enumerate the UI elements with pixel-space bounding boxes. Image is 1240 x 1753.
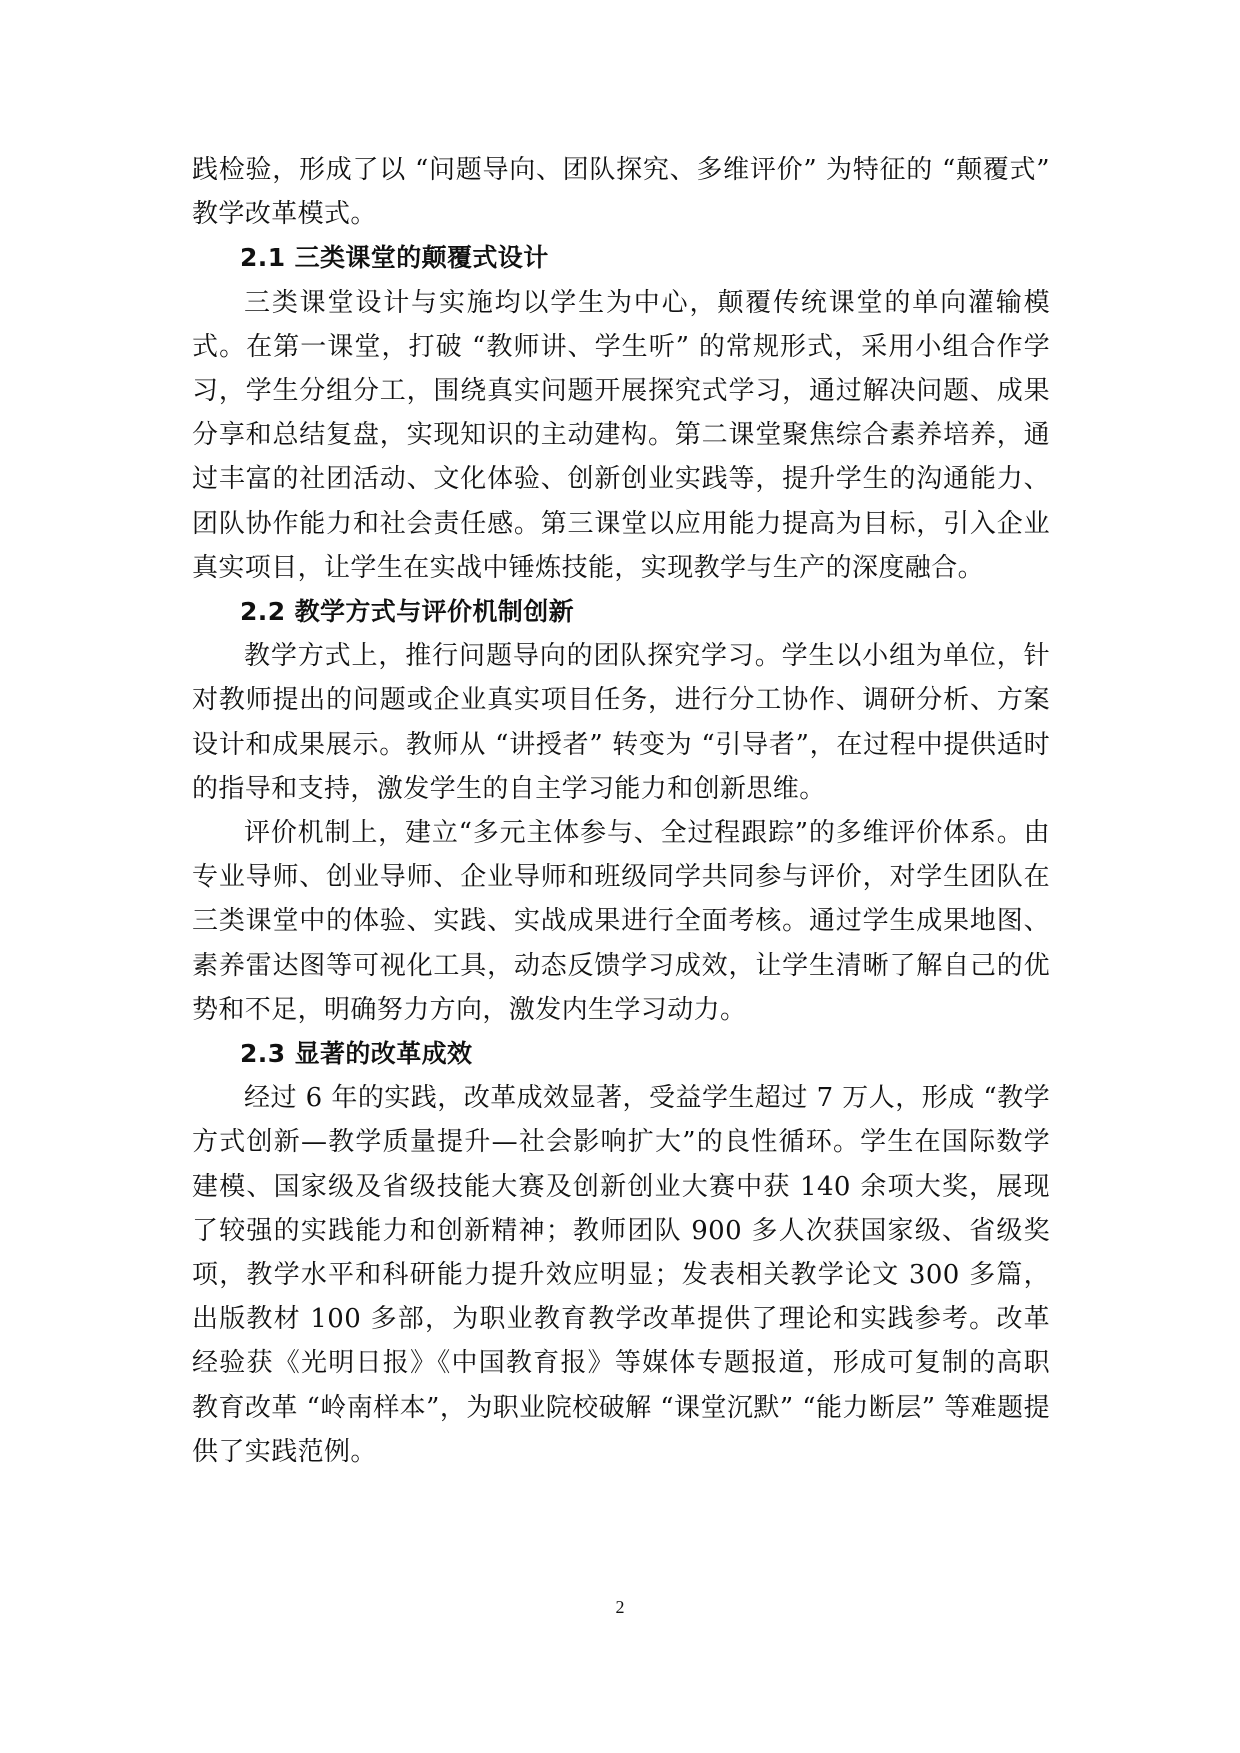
section-heading-2-1: 2.1 三类课堂的颠覆式设计 xyxy=(240,243,549,273)
intro-continuation-paragraph: 践检验，形成了以 “问题导向、团队探究、多维评价” 为特征的 “颠覆式” 教学改革模式。 xyxy=(192,155,1050,230)
page-content xyxy=(192,148,1050,1474)
section-2-2-paragraph-1: 教学方式上，推行问题导向的团队探究学习。学生以小组为单位，针对教师提出的问题或企业真实项目任务，进行分工协作、调研分析、方案设计和成果展示。教师从 “讲授者” 转变为 “引导者”，在过程中提供适时的指导和支持，激发学生的自主学习能力和创新思维。 xyxy=(192,641,1050,804)
section-2-1-paragraph-1: 三类课堂设计与实施均以学生为中心，颠覆传统课堂的单向灌输模式。在第一课堂，打破 “教师讲、学生听” 的常规形式，采用小组合作学习，学生分组分工，围绕真实问题开展探究式学习，通过解决问题、成果分享和总结复盘，实现知识的主动建构。第二课堂聚焦综合素养培养，通过丰富的社团活动、文化体验、创新创业实践等，提升学生的沟通能力、团队协作能力和社会责任感。第三课堂以应用能力提高为目标，引入企业真实项目，让学生在实战中锤炼技能，实现教学与生产的深度融合。 xyxy=(192,287,1050,583)
section-2-3-paragraph-1: 经过 6 年的实践，改革成效显著，受益学生超过 7 万人，形成 “教学方式创新—教学质量提升—社会影响扩大”的良性循环。学生在国际数学建模、国家级及省级技能大赛及创新创业大赛中获 140 余项大奖，展现了较强的实践能力和创新精神；教师团队 900 多人次获国家级、省级奖项，教学水平和科研能力提升效应明显；发表相关教学论文 300 多篇，出版教材 100 多部，为职业教育教学改革提供了理论和实践参考。改革经验获《光明日报》《中国教育报》等媒体专题报道，形成可复制的高职教育改革 “岭南样本”，为职业院校破解 “课堂沉默” “能力断层” 等难题提供了实践范例。 xyxy=(192,1083,1050,1467)
section-heading-2-2: 2.2 教学方式与评价机制创新 xyxy=(240,597,574,627)
section-2-2-paragraph-2: 评价机制上，建立“多元主体参与、全过程跟踪”的多维评价体系。由专业导师、创业导师、企业导师和班级同学共同参与评价，对学生团队在三类课堂中的体验、实践、实战成果进行全面考核。通过学生成果地图、素养雷达图等可视化工具，动态反馈学习成效，让学生清晰了解自己的优势和不足，明确努力方向，激发内生学习动力。 xyxy=(192,818,1050,1025)
section-heading-2-3: 2.3 显著的改革成效 xyxy=(240,1039,473,1069)
page-number: 2 xyxy=(615,1597,625,1617)
